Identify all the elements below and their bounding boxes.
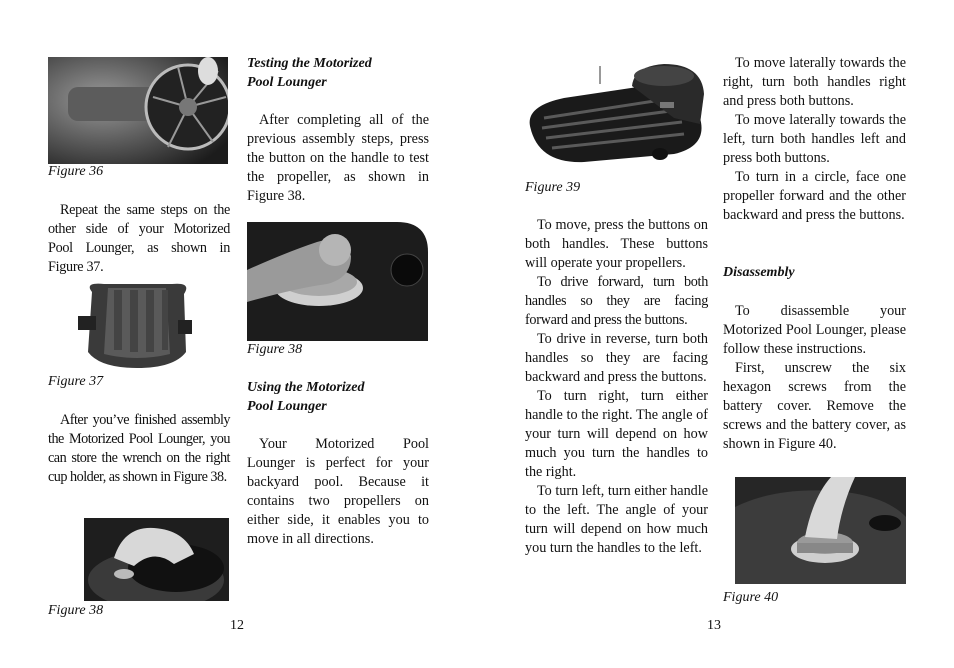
figure-37-photo xyxy=(74,282,200,368)
col3-paragraphs: To move, press the buttons on both handles. These buttons will operate your propellers. To drive forward, turn both handles so they are facing forward and press the buttons. To drive in reverse, turn both handles so they are facing backward and press the buttons. To turn right, turn either handle to the right. The angle of your turn will depend on how much you turn the handles to the right. To turn left, turn either handle to the left. The angle of your turn will depend on how much you turn the handles to the left. xyxy=(525,217,708,556)
figure-40-photo xyxy=(735,477,906,584)
col4-bottom-paragraphs: To disassemble your Motorized Pool Lounger, please follow these instructions. First, unscrew the six hexagon screws from the battery cover. Remove the screws and the battery cover, as shown in Figure 40. xyxy=(723,303,906,452)
figure-36-photo xyxy=(48,57,228,164)
figure-38a-photo xyxy=(84,518,229,601)
col1-para2: After you’ve finished assembly the Motorized Pool Lounger, you can store the wrench on the right cup holder, as shown in Figure 38. xyxy=(48,412,230,485)
page-number-12: 12 xyxy=(230,618,244,633)
figure-38b-caption: Figure 38 xyxy=(247,342,303,357)
figure-36-caption: Figure 36 xyxy=(48,164,104,179)
figure-38a-caption: Figure 38 xyxy=(48,603,104,618)
testing-heading: Testing the Motorized Pool Lounger xyxy=(247,56,372,90)
using-heading: Using the Motorized Pool Lounger xyxy=(247,380,365,414)
figure-38b-photo xyxy=(247,222,428,341)
figure-40-caption: Figure 40 xyxy=(723,590,779,605)
col2-para2: Your Motorized Pool Lounger is perfect for your backyard pool. Because it contains two propellers on either side, it enables you to move in all directions. xyxy=(247,436,429,547)
page-number-13: 13 xyxy=(707,618,721,633)
figure-37-caption: Figure 37 xyxy=(48,374,104,389)
col4-top-paragraphs: To move laterally towards the right, turn both handles right and press both buttons. To move laterally towards the left, turn both handles left and press both buttons. To turn in a circle, face one propeller forward and the other backward and press the buttons. xyxy=(723,55,906,223)
disassembly-heading: Disassembly xyxy=(723,265,795,280)
figure-39-caption: Figure 39 xyxy=(525,180,581,195)
col2-para1: After completing all of the previous assembly steps, press the button on the handle to test the propeller, as shown in Figure 38. xyxy=(247,112,429,204)
col1-para1: Repeat the same steps on the other side of your Motorized Pool Lounger, as shown in Figure 37. xyxy=(48,202,230,275)
figure-39-photo xyxy=(524,58,708,180)
